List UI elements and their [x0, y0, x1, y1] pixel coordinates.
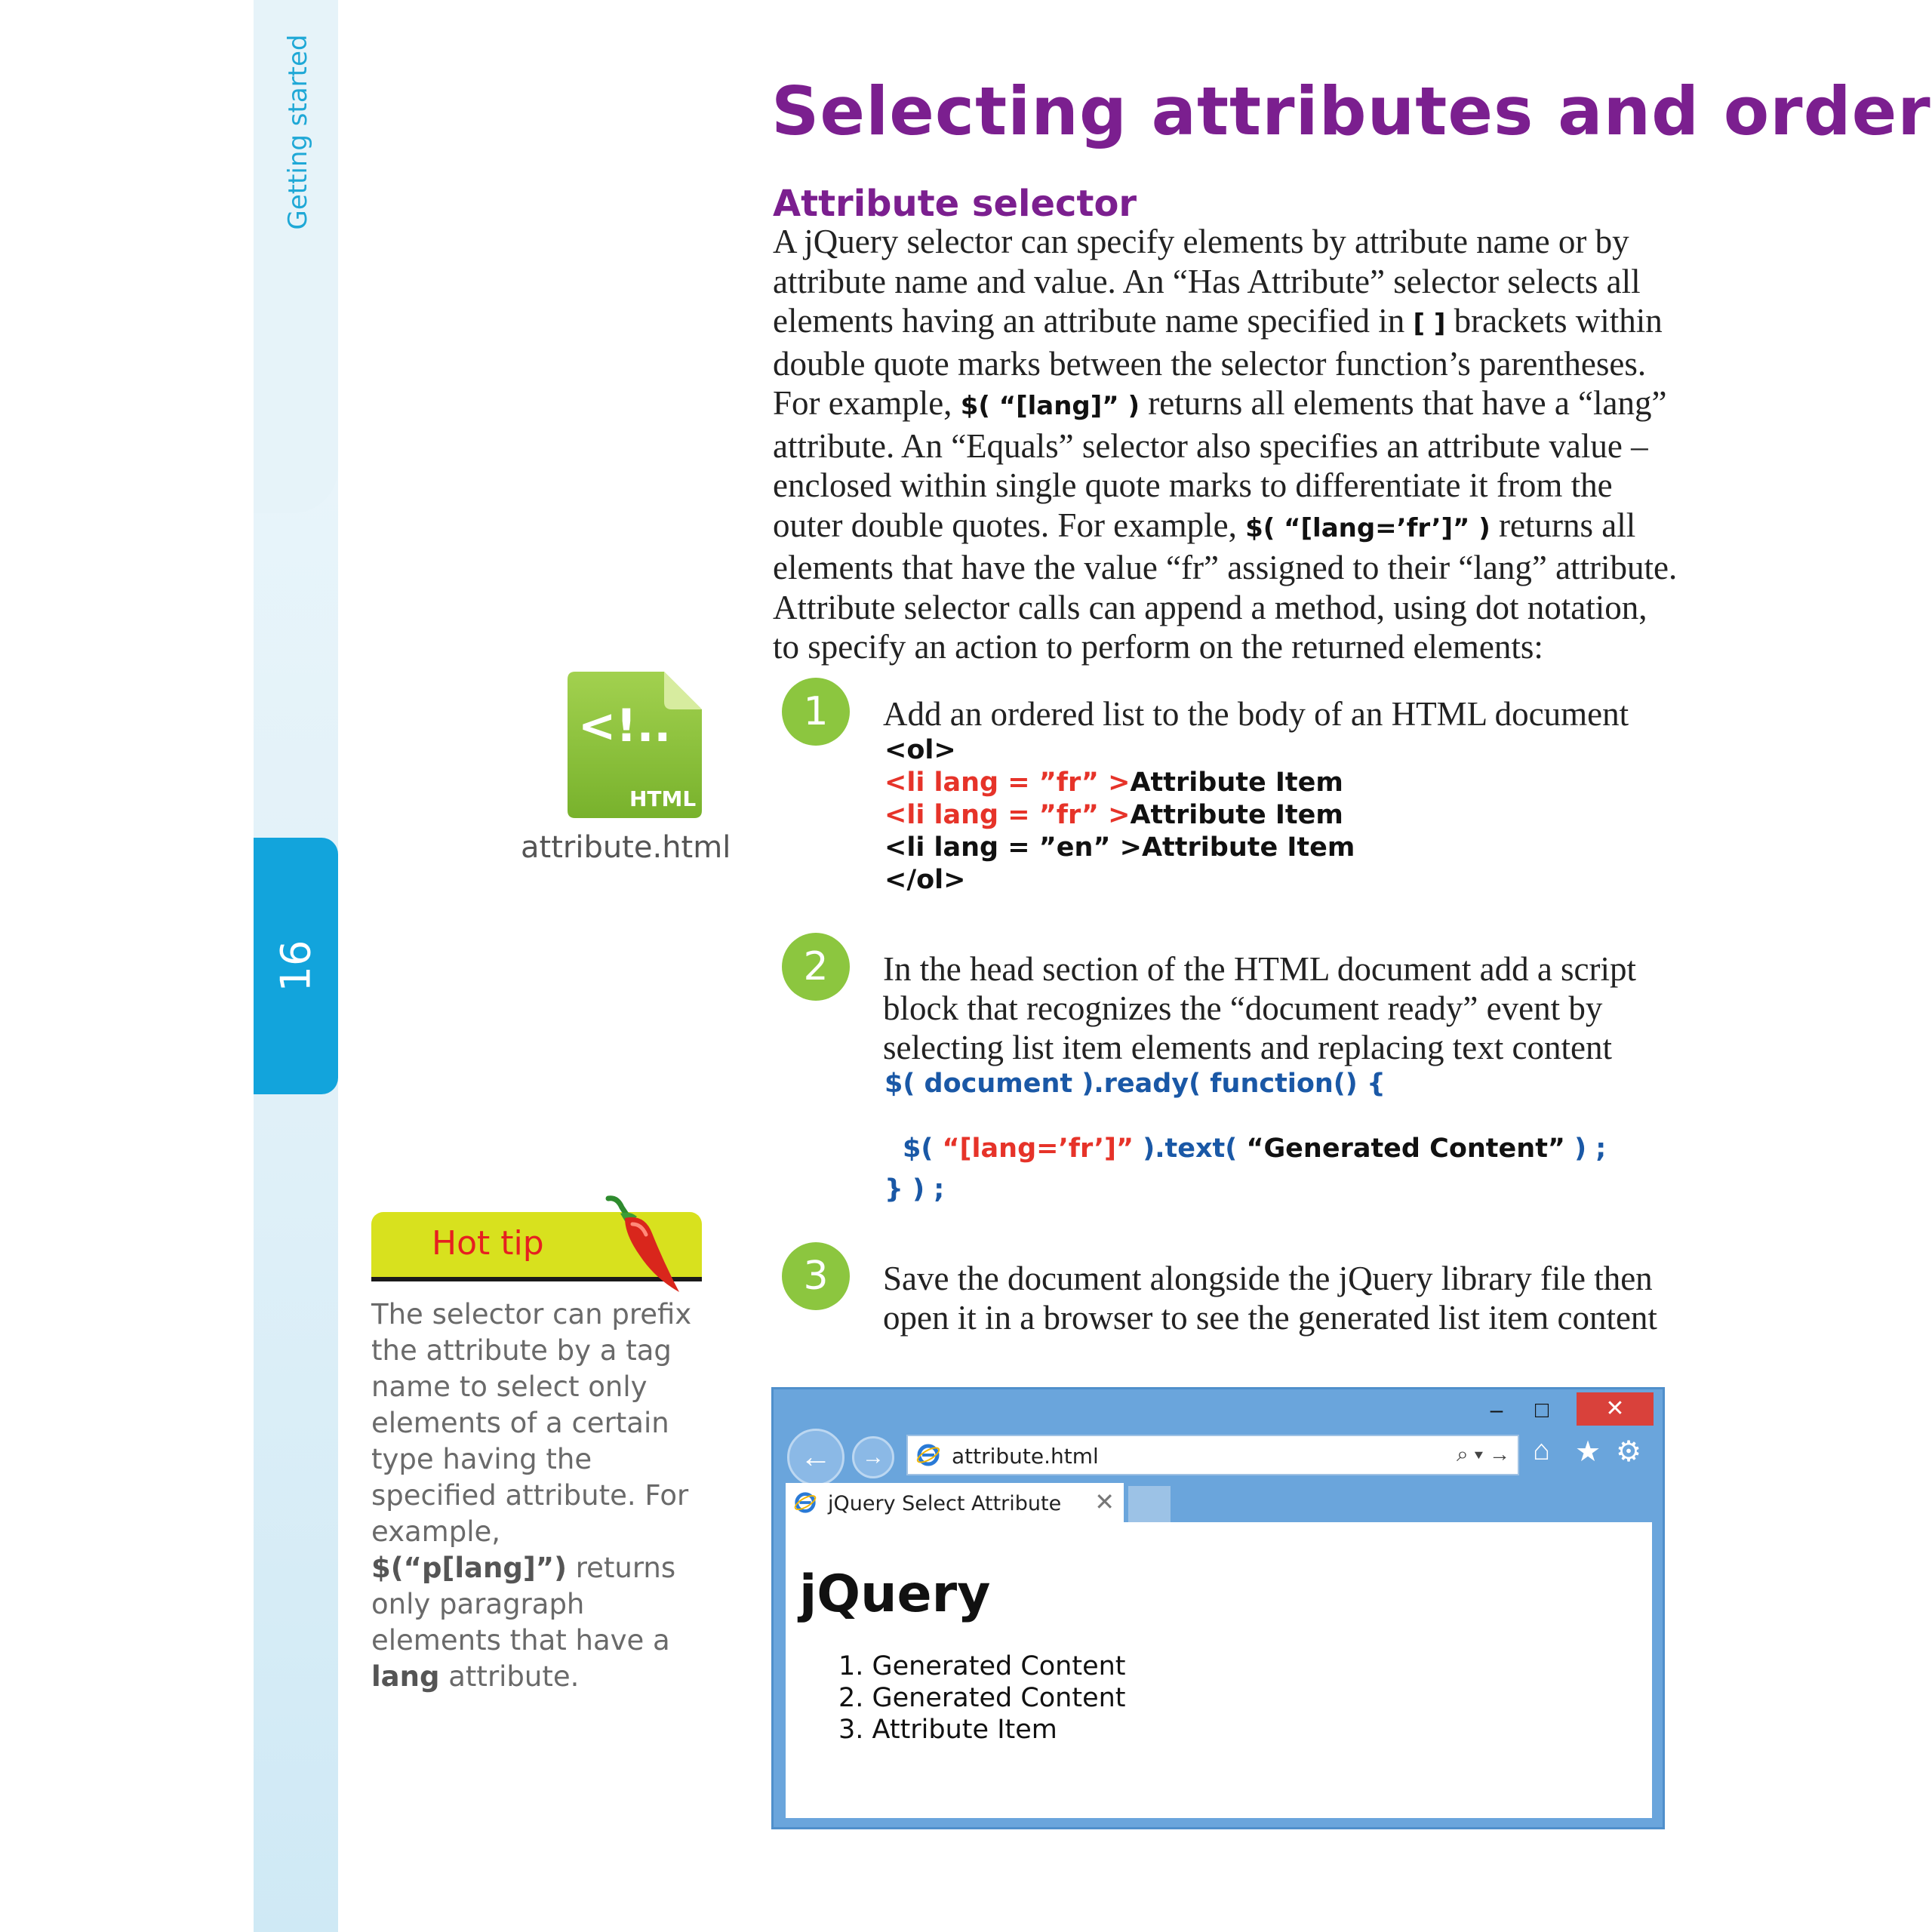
code-line: $( “[lang=’fr’]” ).text( “Generated Content” ) ;	[903, 1134, 1607, 1164]
page-title: Selecting attributes and order	[771, 72, 1931, 150]
step-1-badge: 1	[782, 678, 850, 746]
close-window-button[interactable]: ✕	[1577, 1392, 1654, 1426]
new-tab-button[interactable]	[1128, 1486, 1171, 1522]
minimize-button[interactable]: –	[1490, 1398, 1503, 1423]
list-item: 1. Generated Content	[838, 1651, 1126, 1681]
html-file-icon	[568, 672, 702, 818]
step-2-text-line: In the head section of the HTML document add a script	[883, 950, 1637, 988]
inline-code: [ ]	[1413, 309, 1446, 339]
section-label: Getting started	[283, 34, 313, 230]
favorites-star-icon[interactable]: ★	[1575, 1436, 1601, 1468]
code-line: <li lang = ”fr” >Attribute Item	[884, 768, 1343, 798]
browser-tab[interactable]	[786, 1483, 1124, 1522]
browser-viewport	[786, 1522, 1652, 1818]
hot-tip-body: The selector can prefix the attribute by a tag name to select only elements of a certain type having the specified attribute. For example, $(“p[lang]”) returns only paragraph elements that have a lang attribute.	[371, 1298, 692, 1693]
inline-code: $(“p[lang]”)	[371, 1552, 567, 1584]
page-number: 16	[272, 940, 320, 992]
file-caption: attribute.html	[521, 830, 731, 865]
rendered-heading: jQuery	[799, 1564, 991, 1624]
file-icon-type: HTML	[629, 786, 697, 811]
url-text: attribute.html	[952, 1444, 1099, 1469]
tab-close-icon[interactable]: ✕	[1094, 1488, 1115, 1515]
file-icon-glyph: <!..	[578, 700, 672, 752]
maximize-button[interactable]: □	[1534, 1398, 1549, 1423]
step-3-text-line: open it in a browser to see the generated list item content	[883, 1299, 1657, 1337]
chili-pepper-icon	[595, 1191, 685, 1297]
step-2-badge: 2	[782, 933, 850, 1001]
step-3-text-line: Save the document alongside the jQuery library file then	[883, 1260, 1653, 1297]
ie-logo-icon	[915, 1442, 941, 1468]
code-line: </ol>	[884, 865, 966, 895]
step-1-text: Add an ordered list to the body of an HTML document	[883, 695, 1629, 733]
body-paragraph: A jQuery selector can specify elements by attribute name or by attribute name and value. An “Has Attribute” selector selects all elements having an attribute name specified in [ ] brackets within double quote marks between the selector function’s parentheses. For example, $( “[lang]” ) returns all elements that have a “lang” attribute. An “Equals” selector also specifies an attribute value – enclosed within single quote marks to differentiate it from the outer double quotes. For example, $( “[lang=’fr’]” ) returns all elements that have the value “fr” assigned to their “lang” attribute. Attribute selector calls can append a method, using dot notation, to specify an action to perform on the returned elements:	[773, 223, 1678, 666]
hot-tip-title: Hot tip	[432, 1224, 544, 1263]
address-bar[interactable]	[906, 1435, 1519, 1475]
forward-button[interactable]: →	[852, 1436, 894, 1478]
rendered-list	[838, 1651, 1126, 1746]
list-item: 2. Generated Content	[838, 1683, 1126, 1713]
code-line: <li lang = ”en” >Attribute Item	[884, 832, 1355, 863]
page-number-tab	[254, 838, 338, 1094]
list-item: 3. Attribute Item	[838, 1715, 1057, 1745]
home-icon[interactable]: ⌂	[1533, 1435, 1550, 1466]
step-3-badge: 3	[782, 1242, 850, 1310]
section-subhead: Attribute selector	[773, 183, 1137, 225]
tab-title: jQuery Select Attribute	[828, 1492, 1062, 1515]
code-line: <li lang = ”fr” >Attribute Item	[884, 800, 1343, 830]
step-2-text-line: block that recognizes the “document ready” event by	[883, 989, 1603, 1027]
browser-window	[771, 1387, 1665, 1829]
code-line: $( document ).ready( function() {	[884, 1069, 1386, 1099]
code-line: } ) ;	[884, 1174, 945, 1204]
address-tools[interactable]: ⌕ ▾ →	[1457, 1442, 1510, 1466]
inline-code: lang	[371, 1660, 440, 1693]
step-2-text-line: selecting list item elements and replacing text content	[883, 1029, 1612, 1066]
settings-gear-icon[interactable]: ⚙	[1616, 1436, 1642, 1468]
inline-code: $( “[lang=’fr’]” )	[1245, 512, 1491, 543]
inline-code: $( “[lang]” )	[960, 391, 1140, 421]
back-button[interactable]: ←	[787, 1429, 844, 1486]
ie-logo-icon	[793, 1491, 817, 1515]
code-line: <ol>	[884, 735, 956, 765]
